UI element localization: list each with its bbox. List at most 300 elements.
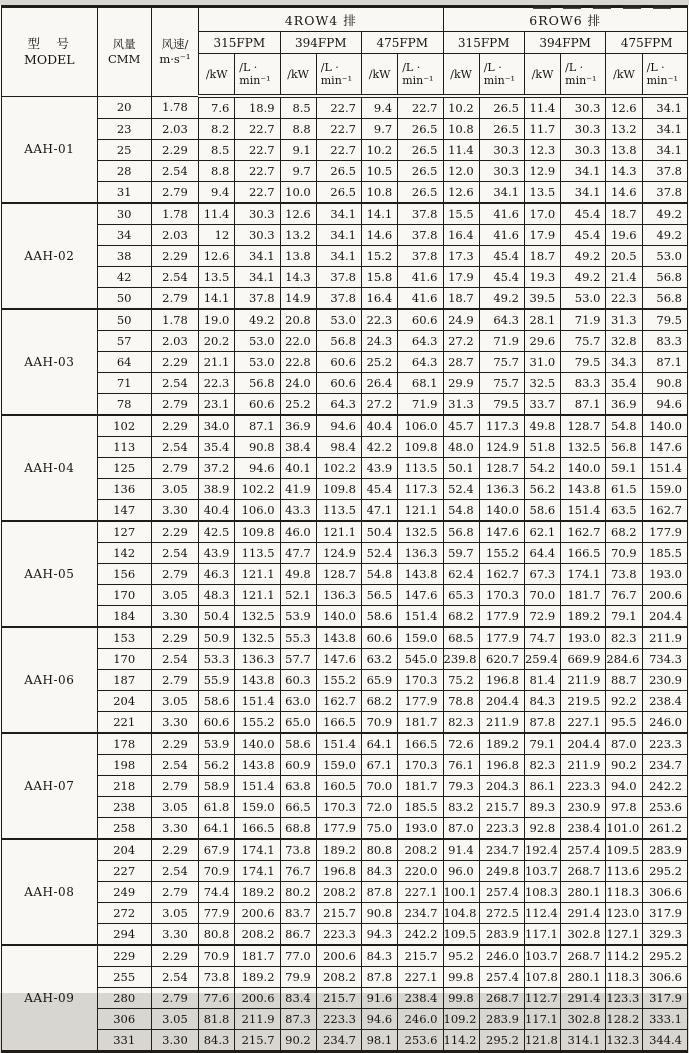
lmin-value: 37.8 [398,246,443,267]
table-row [2,161,688,182]
kw-value: 14.3 [606,161,642,182]
lmin-value: 79.5 [561,352,606,373]
kw-value: 87.0 [443,818,479,840]
kw-value: 67.9 [199,839,235,861]
lmin-value: 151.4 [642,458,687,479]
kw-value: 13.5 [199,267,235,288]
lmin-value: 257.4 [479,967,524,988]
speed-value: 2.79 [151,458,198,479]
kw-value: 27.2 [362,394,398,416]
table-row [2,373,688,394]
lmin-value: 136.3 [479,479,524,500]
lmin-value: 90.8 [235,437,280,458]
col-header-flow [97,7,151,97]
speed-value: 3.30 [151,606,198,628]
table-row [2,776,688,797]
lmin-value: 272.5 [479,903,524,924]
speed-value: 2.54 [151,861,198,882]
kw-value: 64.1 [362,733,398,755]
lmin-value: 53.0 [235,352,280,373]
lmin-value: 189.2 [235,967,280,988]
kw-value: 47.1 [362,500,398,522]
lmin-value: 283.9 [642,839,687,861]
unit-kw-header: /kW [606,54,642,97]
kw-value: 33.7 [524,394,560,416]
kw-value: 117.1 [524,924,560,946]
lmin-value: 132.5 [235,627,280,649]
speed-value: 1.78 [151,309,198,331]
table-row [2,415,688,437]
speed-header-unit: m·s⁻¹ [159,51,191,66]
kw-value: 14.3 [280,267,316,288]
lmin-value: 162.7 [642,500,687,522]
model-name: AAH-03 [2,309,98,415]
kw-value: 259.4 [524,649,560,670]
kw-value: 14.6 [362,225,398,246]
kw-value: 10.5 [362,161,398,182]
lmin-value: 37.8 [316,267,361,288]
kw-value: 109.5 [606,839,642,861]
cmm-value: 153 [97,627,151,649]
lmin-value: 37.8 [235,288,280,310]
kw-value: 21.4 [606,267,642,288]
fpm-header-315-4row: 315FPM [199,32,280,54]
speed-value: 2.54 [151,755,198,776]
kw-value: 67.3 [524,564,560,585]
model-name: AAH-02 [2,203,98,309]
kw-value: 83.7 [280,903,316,924]
kw-value: 23.1 [199,394,235,416]
unit-kw-header: /kW [199,54,235,97]
kw-value: 92.8 [524,818,560,840]
kw-value: 101.0 [606,818,642,840]
lmin-value: 238.4 [398,988,443,1009]
lmin-value: 253.6 [642,797,687,818]
speed-value: 2.29 [151,415,198,437]
kw-value: 31.3 [606,309,642,331]
kw-value: 16.4 [362,288,398,310]
kw-value: 114.2 [606,945,642,967]
table-row [2,903,688,924]
lmin-value: 56.8 [235,373,280,394]
kw-value: 84.3 [199,1030,235,1052]
speed-value: 2.79 [151,182,198,204]
lmin-value: 117.3 [479,415,524,437]
kw-value: 56.8 [606,437,642,458]
lmin-value: 185.5 [398,797,443,818]
kw-value: 12.6 [443,182,479,204]
lmin-value: 166.5 [316,712,361,734]
kw-value: 64.1 [199,818,235,840]
cmm-value: 280 [97,988,151,1009]
kw-value: 35.4 [199,437,235,458]
kw-value: 26.4 [362,373,398,394]
lmin-value: 113.5 [398,458,443,479]
kw-value: 41.9 [280,479,316,500]
kw-value: 70.9 [199,861,235,882]
lmin-value: 155.2 [235,712,280,734]
lmin-value: 295.2 [642,945,687,967]
kw-value: 17.3 [443,246,479,267]
lmin-value: 140.0 [642,415,687,437]
lmin-value: 124.9 [479,437,524,458]
lmin-value: 234.7 [398,903,443,924]
kw-value: 56.5 [362,585,398,606]
table-row [2,352,688,373]
kw-value: 11.7 [524,119,560,140]
kw-value: 75.2 [443,670,479,691]
lmin-value: 34.1 [316,246,361,267]
lmin-value: 132.5 [398,521,443,543]
lmin-value: 257.4 [479,882,524,903]
lmin-value: 196.8 [316,861,361,882]
fpm-header-394-6row: 394FPM [524,32,605,54]
kw-value: 64.4 [524,543,560,564]
kw-value: 103.7 [524,945,560,967]
lmin-value: 291.4 [561,903,606,924]
lmin-value: 53.0 [642,246,687,267]
lmin-value: 121.1 [235,564,280,585]
kw-value: 63.8 [280,776,316,797]
kw-value: 50.1 [443,458,479,479]
lmin-value: 30.3 [561,96,606,119]
lmin-value: 147.6 [316,649,361,670]
kw-value: 90.2 [606,755,642,776]
kw-value: 12.6 [199,246,235,267]
kw-value: 77.9 [199,903,235,924]
lmin-value: 87.1 [642,352,687,373]
lmin-value: 174.1 [235,839,280,861]
kw-value: 28.1 [524,309,560,331]
kw-value: 32.5 [524,373,560,394]
kw-value: 12.6 [280,203,316,225]
kw-value: 91.6 [362,988,398,1009]
lmin-value: 37.8 [642,161,687,182]
lmin-value: 140.0 [235,733,280,755]
cmm-value: 204 [97,839,151,861]
lmin-value: 160.5 [316,776,361,797]
kw-value: 68.5 [443,627,479,649]
kw-value: 81.4 [524,670,560,691]
kw-value: 60.9 [280,755,316,776]
lmin-value: 68.1 [398,373,443,394]
kw-value: 35.4 [606,373,642,394]
kw-value: 68.2 [606,521,642,543]
table-row [2,988,688,1009]
kw-value: 8.8 [199,161,235,182]
kw-value: 8.5 [199,140,235,161]
kw-value: 46.0 [280,521,316,543]
table-row [2,479,688,500]
lmin-value: 56.8 [642,288,687,310]
speed-value: 3.30 [151,818,198,840]
kw-value: 12.0 [443,161,479,182]
speed-value: 3.05 [151,797,198,818]
kw-value: 55.9 [199,670,235,691]
lmin-value: 215.7 [235,1030,280,1052]
lmin-value: 159.0 [316,755,361,776]
lmin-value: 143.8 [316,627,361,649]
lmin-value: 128.7 [316,564,361,585]
lmin-value: 113.5 [316,500,361,522]
lmin-value: 26.5 [316,182,361,204]
lmin-value: 94.6 [642,394,687,416]
lmin-value: 49.2 [479,288,524,310]
lmin-value: 181.7 [561,585,606,606]
flow-header-en: CMM [108,51,141,66]
kw-value: 25.2 [280,394,316,416]
speed-value: 2.54 [151,543,198,564]
lmin-value: 26.5 [398,182,443,204]
lmin-value: 49.2 [235,309,280,331]
lmin-value: 159.0 [398,627,443,649]
kw-value: 48.0 [443,437,479,458]
cmm-value: 38 [97,246,151,267]
kw-value: 107.8 [524,967,560,988]
lmin-value: 200.6 [316,945,361,967]
kw-value: 56.2 [524,479,560,500]
lmin-value: 30.3 [561,119,606,140]
kw-value: 20.5 [606,246,642,267]
kw-value: 81.8 [199,1009,235,1030]
lmin-value: 18.9 [235,96,280,119]
kw-value: 61.5 [606,479,642,500]
kw-value: 11.4 [524,96,560,119]
kw-value: 13.8 [606,140,642,161]
lmin-value: 620.7 [479,649,524,670]
kw-value: 19.6 [606,225,642,246]
table-row [2,606,688,628]
kw-value: 70.9 [606,543,642,564]
lmin-value: 302.8 [561,924,606,946]
kw-value: 37.2 [199,458,235,479]
cmm-value: 187 [97,670,151,691]
lmin-value: 159.0 [235,797,280,818]
lmin-value: 166.5 [235,818,280,840]
kw-value: 31.0 [524,352,560,373]
lmin-value: 204.4 [561,733,606,755]
speed-header-zh: 风速/ [161,37,189,52]
lmin-value: 283.9 [479,924,524,946]
speed-value: 3.05 [151,585,198,606]
kw-value: 10.0 [280,182,316,204]
scanned-spec-page [0,5,689,1047]
lmin-value: 344.4 [642,1030,687,1052]
kw-value: 31.3 [443,394,479,416]
kw-value: 84.3 [362,861,398,882]
lmin-value: 174.1 [561,564,606,585]
kw-value: 109.5 [443,924,479,946]
lmin-value: 117.3 [398,479,443,500]
kw-value: 14.9 [280,288,316,310]
lmin-value: 49.2 [642,225,687,246]
cmm-value: 31 [97,182,151,204]
lmin-value: 37.8 [642,182,687,204]
lmin-value: 75.7 [561,331,606,352]
speed-value: 2.29 [151,521,198,543]
table-row [2,119,688,140]
lmin-value: 102.2 [235,479,280,500]
kw-value: 59.7 [443,543,479,564]
lmin-value: 230.9 [561,797,606,818]
kw-value: 9.4 [199,182,235,204]
kw-value: 39.5 [524,288,560,310]
lmin-value: 268.7 [561,945,606,967]
kw-value: 49.8 [524,415,560,437]
fpm-header-475-6row: 475FPM [606,32,688,54]
kw-value: 65.3 [443,585,479,606]
kw-value: 38.4 [280,437,316,458]
lmin-value: 56.8 [316,331,361,352]
lmin-value: 200.6 [642,585,687,606]
kw-value: 89.3 [524,797,560,818]
lmin-value: 41.6 [398,288,443,310]
lmin-value: 283.9 [479,1009,524,1030]
kw-value: 86.7 [280,924,316,946]
lmin-value: 22.7 [398,96,443,119]
model-name: AAH-08 [2,839,98,945]
lmin-value: 189.2 [561,606,606,628]
kw-value: 53.9 [199,733,235,755]
lmin-value: 151.4 [235,776,280,797]
speed-value: 2.29 [151,140,198,161]
lmin-value: 64.3 [316,394,361,416]
kw-value: 74.4 [199,882,235,903]
kw-value: 68.8 [280,818,316,840]
lmin-value: 53.0 [235,331,280,352]
speed-value: 2.29 [151,246,198,267]
kw-value: 99.8 [443,967,479,988]
lmin-value: 49.2 [561,246,606,267]
kw-value: 50.4 [199,606,235,628]
lmin-value: 79.5 [642,309,687,331]
unit-kw-header: /kW [443,54,479,97]
speed-value: 3.30 [151,1030,198,1052]
kw-value: 79.1 [606,606,642,628]
cmm-value: 255 [97,967,151,988]
cmm-value: 25 [97,140,151,161]
cmm-value: 30 [97,203,151,225]
lmin-value: 200.6 [235,988,280,1009]
model-name: AAH-09 [2,945,98,1052]
lmin-value: 37.8 [316,288,361,310]
kw-value: 10.2 [362,140,398,161]
lmin-value: 242.2 [398,924,443,946]
table-row [2,521,688,543]
lmin-value: 170.3 [398,755,443,776]
lmin-value: 181.7 [398,776,443,797]
kw-value: 46.3 [199,564,235,585]
kw-value: 53.9 [280,606,316,628]
speed-value: 2.79 [151,882,198,903]
kw-value: 52.4 [362,543,398,564]
kw-value: 16.4 [443,225,479,246]
speed-value: 2.29 [151,733,198,755]
lmin-value: 53.0 [561,288,606,310]
lmin-value: 147.6 [642,437,687,458]
lmin-value: 193.0 [398,818,443,840]
lmin-value: 151.4 [398,606,443,628]
lmin-value: 151.4 [316,733,361,755]
lmin-value: 227.1 [398,882,443,903]
table-row [2,1009,688,1030]
kw-value: 68.2 [443,606,479,628]
unit-kw-header: /kW [524,54,560,97]
table-row [2,225,688,246]
kw-value: 96.0 [443,861,479,882]
kw-value: 45.7 [443,415,479,437]
lmin-value: 246.0 [398,1009,443,1030]
model-name: AAH-01 [2,96,98,203]
lmin-value: 102.2 [316,458,361,479]
kw-value: 12 [199,225,235,246]
kw-value: 63.0 [280,691,316,712]
table-row [2,627,688,649]
kw-value: 24.9 [443,309,479,331]
kw-value: 13.5 [524,182,560,204]
cmm-value: 170 [97,585,151,606]
lmin-value: 30.3 [235,225,280,246]
kw-value: 17.9 [443,267,479,288]
cmm-value: 113 [97,437,151,458]
kw-value: 68.2 [362,691,398,712]
lmin-value: 204.3 [479,776,524,797]
cmm-value: 156 [97,564,151,585]
lmin-value: 280.1 [561,967,606,988]
unit-lmin-header: /L · min⁻¹ [479,54,524,97]
table-row [2,1030,688,1052]
kw-value: 61.8 [199,797,235,818]
table-row [2,267,688,288]
kw-value: 7.6 [199,96,235,119]
kw-value: 42.5 [199,521,235,543]
kw-value: 20.2 [199,331,235,352]
kw-value: 19.0 [199,309,235,331]
lmin-value: 189.2 [235,882,280,903]
lmin-value: 170.3 [398,670,443,691]
lmin-value: 26.5 [398,119,443,140]
kw-value: 77.6 [199,988,235,1009]
kw-value: 12.3 [524,140,560,161]
cmm-value: 258 [97,818,151,840]
speed-value: 2.54 [151,437,198,458]
lmin-value: 94.6 [316,415,361,437]
lmin-value: 155.2 [316,670,361,691]
kw-value: 70.0 [524,585,560,606]
kw-value: 84.3 [524,691,560,712]
table-row [2,500,688,522]
lmin-value: 223.3 [316,924,361,946]
speed-value: 2.79 [151,394,198,416]
table-row [2,733,688,755]
lmin-value: 34.1 [235,267,280,288]
lmin-value: 268.7 [561,861,606,882]
speed-value: 2.29 [151,352,198,373]
kw-value: 94.0 [606,776,642,797]
table-row [2,585,688,606]
lmin-value: 234.7 [316,1030,361,1052]
kw-value: 98.1 [362,1030,398,1052]
lmin-value: 151.4 [235,691,280,712]
kw-value: 84.3 [362,945,398,967]
lmin-value: 200.6 [235,903,280,924]
kw-value: 94.6 [362,1009,398,1030]
kw-value: 82.3 [524,755,560,776]
lmin-value: 34.1 [642,96,687,119]
table-row [2,882,688,903]
kw-value: 38.9 [199,479,235,500]
table-row [2,288,688,310]
